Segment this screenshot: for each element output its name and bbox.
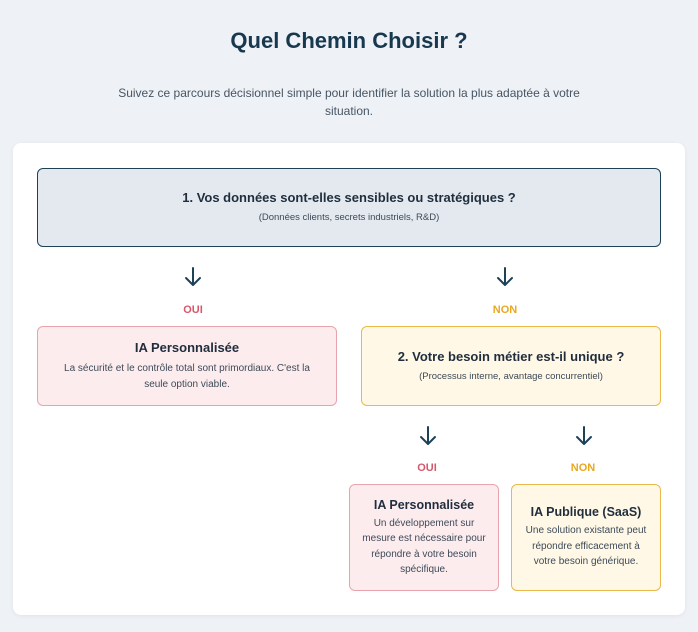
page-title: Quel Chemin Choisir ? [230, 28, 468, 53]
branch-yes-label: OUI [417, 462, 437, 474]
question-1-title: 1. Vos données sont-elles sensibles ou stratégiques ? [182, 190, 516, 205]
result-custom-ai-title: IA Personnalisée [373, 497, 475, 512]
arrow-down-icon [183, 266, 203, 288]
question-1-node [37, 168, 661, 247]
result-public-ai-title: IA Publique (SaaS) [530, 505, 642, 520]
result-public-ai-text: Une solution existante peut répondre efficacement à votre besoin générique. [525, 525, 647, 568]
branch-yes-label: OUI [183, 304, 203, 316]
result-custom-ai-node [349, 484, 499, 591]
result-public-ai-node [511, 484, 661, 591]
branch-no-label: NON [492, 304, 518, 316]
arrow-down-icon [495, 266, 515, 288]
arrow-down-icon [574, 425, 594, 447]
result-custom-ai-text: Un développement sur mesure est nécessaire pour répondre à votre besoin spécifique. [362, 517, 486, 575]
decision-tree-card [13, 143, 685, 615]
question-2-subtitle: (Processus interne, avantage concurrentiel) [419, 370, 603, 382]
question-2-title: 2. Votre besoin métier est-il unique ? [397, 348, 625, 364]
result-custom-ai-text: La sécurité et le contrôle total sont primordiaux. C'est la seule option viable. [64, 362, 310, 390]
question-2-node [361, 326, 661, 406]
result-custom-ai-node [37, 326, 337, 406]
result-custom-ai-title: IA Personnalisée [134, 339, 240, 355]
page-subtitle: Suivez ce parcours décisionnel simple pour identifier la solution la plus adaptée à votre situation. [118, 86, 580, 118]
branch-no-label: NON [570, 462, 596, 474]
arrow-down-icon [418, 425, 438, 447]
question-1-subtitle: (Données clients, secrets industriels, R&D) [258, 212, 440, 223]
